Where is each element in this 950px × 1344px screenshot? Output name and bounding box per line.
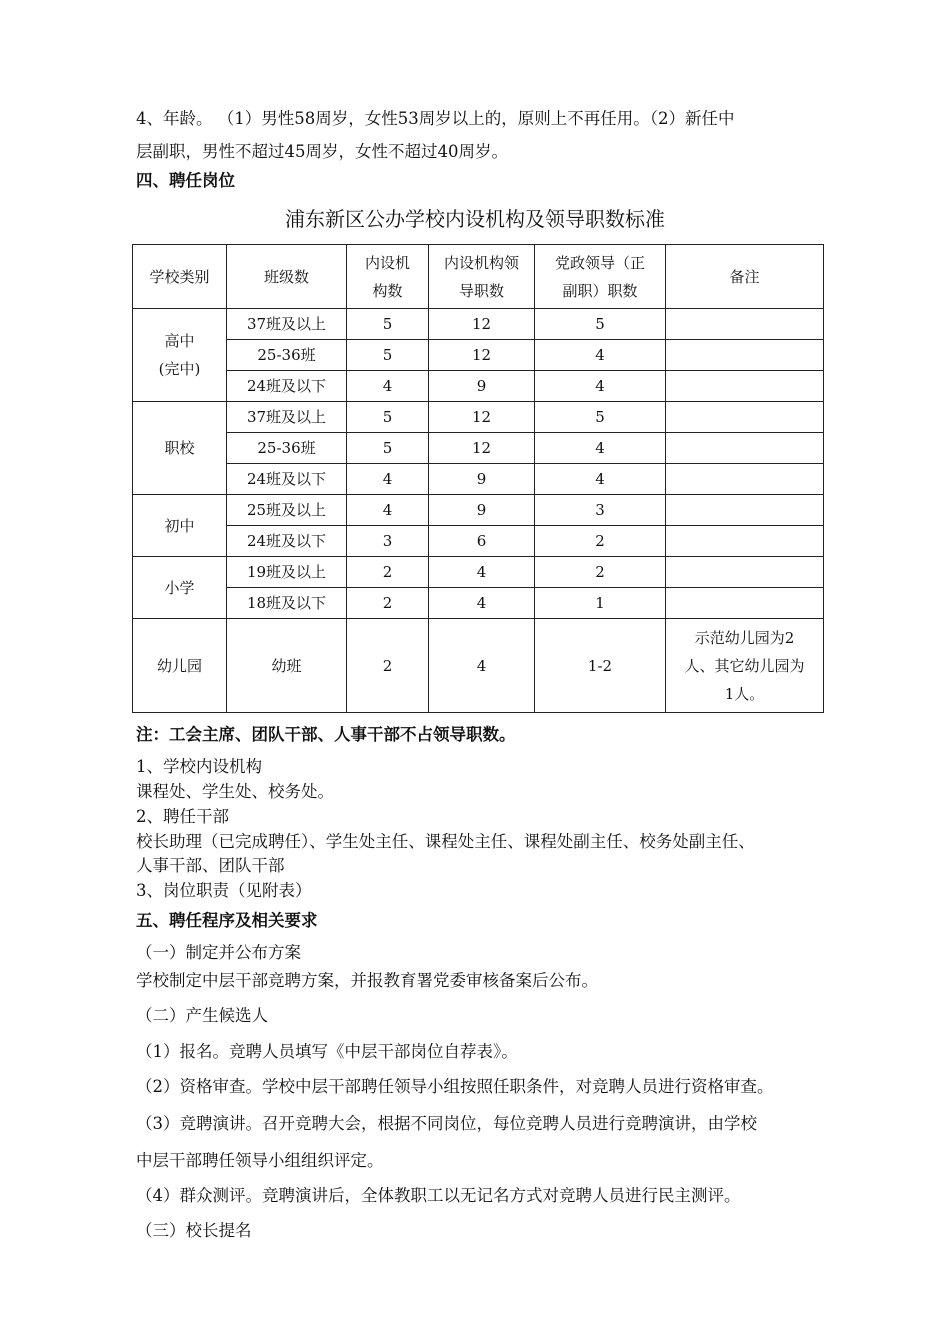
remarks-cell — [666, 526, 824, 557]
units-cell: 2 — [347, 557, 429, 588]
table-row — [133, 557, 824, 588]
party-cell: 2 — [535, 557, 666, 588]
class-count-cell: 19班及以上 — [227, 557, 347, 588]
header-internal-units — [347, 245, 429, 309]
leaders-cell: 9 — [429, 464, 535, 495]
remarks-line3: 1人。 — [724, 684, 765, 703]
remarks-cell — [666, 464, 824, 495]
party-cell: 2 — [535, 526, 666, 557]
party-cell: 4 — [535, 340, 666, 371]
table-row — [133, 371, 824, 402]
header-unit-leaders — [429, 245, 535, 309]
school-type-cell: 职校 — [133, 402, 227, 495]
school-type-line2: (完中) — [158, 360, 201, 378]
step-2-item-a: （1）报名。竞聘人员填写《中层干部岗位自荐表》。 — [136, 1042, 518, 1061]
party-cell: 4 — [535, 371, 666, 402]
subsection-2-line1: 校长助理（已完成聘任）、学生处主任、课程处主任、课程处副主任、校务处副主任、 — [136, 832, 755, 851]
step-2-item-c-line2: 中层干部聘任领导小组组织评定。 — [136, 1151, 384, 1170]
table-header-row — [133, 245, 824, 309]
leaders-cell: 4 — [429, 619, 535, 713]
header-class-count: 班级数 — [227, 245, 347, 309]
step-3-heading: （三）校长提名 — [136, 1221, 252, 1240]
class-count-cell: 24班及以下 — [227, 526, 347, 557]
party-cell: 5 — [535, 402, 666, 433]
remarks-cell — [666, 557, 824, 588]
header-party-leaders — [535, 245, 666, 309]
section-5-heading: 五、聘任程序及相关要求 — [136, 911, 318, 930]
header-party-leaders-line1: 党政领导（正 — [554, 253, 645, 272]
header-unit-leaders-line2: 导职数 — [458, 281, 504, 300]
class-count-cell: 25班及以上 — [227, 495, 347, 526]
remarks-cell — [666, 619, 824, 713]
leaders-cell: 9 — [429, 371, 535, 402]
age-paragraph-line1: 4、年龄。 （1）男性58周岁，女性53周岁以上的，原则上不再任用。（2）新任中 — [136, 109, 735, 128]
school-type-line1: 高中 — [164, 332, 195, 350]
school-type-cell: 幼儿园 — [133, 619, 227, 713]
leaders-cell: 9 — [429, 495, 535, 526]
remarks-cell — [666, 402, 824, 433]
remarks-cell — [666, 309, 824, 340]
remarks-cell — [666, 340, 824, 371]
remarks-line2: 人、其它幼儿园为 — [684, 656, 805, 675]
leaders-cell: 12 — [429, 402, 535, 433]
units-cell: 5 — [347, 309, 429, 340]
party-cell: 4 — [535, 433, 666, 464]
header-unit-leaders-line1: 内设机构领 — [443, 253, 519, 272]
class-count-cell: 37班及以上 — [227, 309, 347, 340]
subsection-2-line2: 人事干部、团队干部 — [136, 856, 285, 875]
units-cell: 3 — [347, 526, 429, 557]
class-count-cell: 24班及以下 — [227, 371, 347, 402]
step-1-text: 学校制定中层干部竞聘方案，并报教育署党委审核备案后公布。 — [136, 971, 598, 990]
school-type-cell: 初中 — [133, 495, 227, 557]
header-school-type: 学校类别 — [133, 245, 227, 309]
remarks-line1: 示范幼儿园为2 — [694, 628, 795, 647]
remarks-cell — [666, 371, 824, 402]
section-4-heading: 四、聘任岗位 — [136, 171, 235, 190]
units-cell: 5 — [347, 340, 429, 371]
remarks-cell — [666, 433, 824, 464]
table-row — [133, 402, 824, 433]
leaders-cell: 4 — [429, 588, 535, 619]
class-count-cell: 25-36班 — [227, 340, 347, 371]
header-internal-units-line2: 构数 — [372, 281, 403, 300]
leaders-cell: 12 — [429, 309, 535, 340]
class-count-cell: 37班及以上 — [227, 402, 347, 433]
leadership-standards-table — [132, 244, 824, 713]
party-cell: 3 — [535, 495, 666, 526]
class-count-cell: 24班及以下 — [227, 464, 347, 495]
header-internal-units-line1: 内设机 — [364, 253, 410, 272]
table-row — [133, 588, 824, 619]
class-count-cell: 18班及以下 — [227, 588, 347, 619]
table-row — [133, 433, 824, 464]
table-row — [133, 464, 824, 495]
table-note: 注：工会主席、团队干部、人事干部不占领导职数。 — [136, 725, 516, 744]
step-2-item-b: （2）资格审查。学校中层干部聘任领导小组按照任职条件，对竞聘人员进行资格审查。 — [136, 1077, 774, 1096]
header-remarks: 备注 — [666, 245, 824, 309]
party-cell: 4 — [535, 464, 666, 495]
units-cell: 4 — [347, 495, 429, 526]
subsection-1-text: 课程处、学生处、校务处。 — [136, 782, 334, 801]
table-title: 浦东新区公办学校内设机构及领导职数标准 — [285, 207, 665, 231]
class-count-cell: 幼班 — [227, 619, 347, 713]
subsection-3-heading: 3、岗位职责（见附表） — [136, 881, 312, 900]
school-type-cell — [133, 309, 227, 402]
party-cell: 1 — [535, 588, 666, 619]
school-type-cell: 小学 — [133, 557, 227, 619]
party-cell: 1-2 — [535, 619, 666, 713]
step-2-heading: （二）产生候选人 — [136, 1006, 268, 1025]
leaders-cell: 12 — [429, 433, 535, 464]
step-1-heading: （一）制定并公布方案 — [136, 943, 301, 962]
table-row — [133, 309, 824, 340]
leaders-cell: 4 — [429, 557, 535, 588]
table-row — [133, 340, 824, 371]
units-cell: 2 — [347, 619, 429, 713]
age-paragraph-line2: 层副职，男性不超过45周岁，女性不超过40周岁。 — [136, 142, 508, 161]
leaders-cell: 6 — [429, 526, 535, 557]
header-party-leaders-line2: 副职）职数 — [562, 281, 638, 300]
remarks-cell — [666, 588, 824, 619]
subsection-1-heading: 1、学校内设机构 — [136, 757, 262, 776]
leaders-cell: 12 — [429, 340, 535, 371]
step-2-item-c-line1: （3）竞聘演讲。召开竞聘大会，根据不同岗位，每位竞聘人员进行竞聘演讲，由学校 — [136, 1114, 757, 1133]
units-cell: 5 — [347, 402, 429, 433]
class-count-cell: 25-36班 — [227, 433, 347, 464]
units-cell: 2 — [347, 588, 429, 619]
party-cell: 5 — [535, 309, 666, 340]
subsection-2-heading: 2、聘任干部 — [136, 807, 229, 826]
units-cell: 5 — [347, 433, 429, 464]
units-cell: 4 — [347, 371, 429, 402]
table-row — [133, 526, 824, 557]
table-row — [133, 495, 824, 526]
remarks-cell — [666, 495, 824, 526]
step-2-item-d: （4）群众测评。竞聘演讲后，全体教职工以无记名方式对竞聘人员进行民主测评。 — [136, 1186, 741, 1205]
table-row — [133, 619, 824, 713]
units-cell: 4 — [347, 464, 429, 495]
